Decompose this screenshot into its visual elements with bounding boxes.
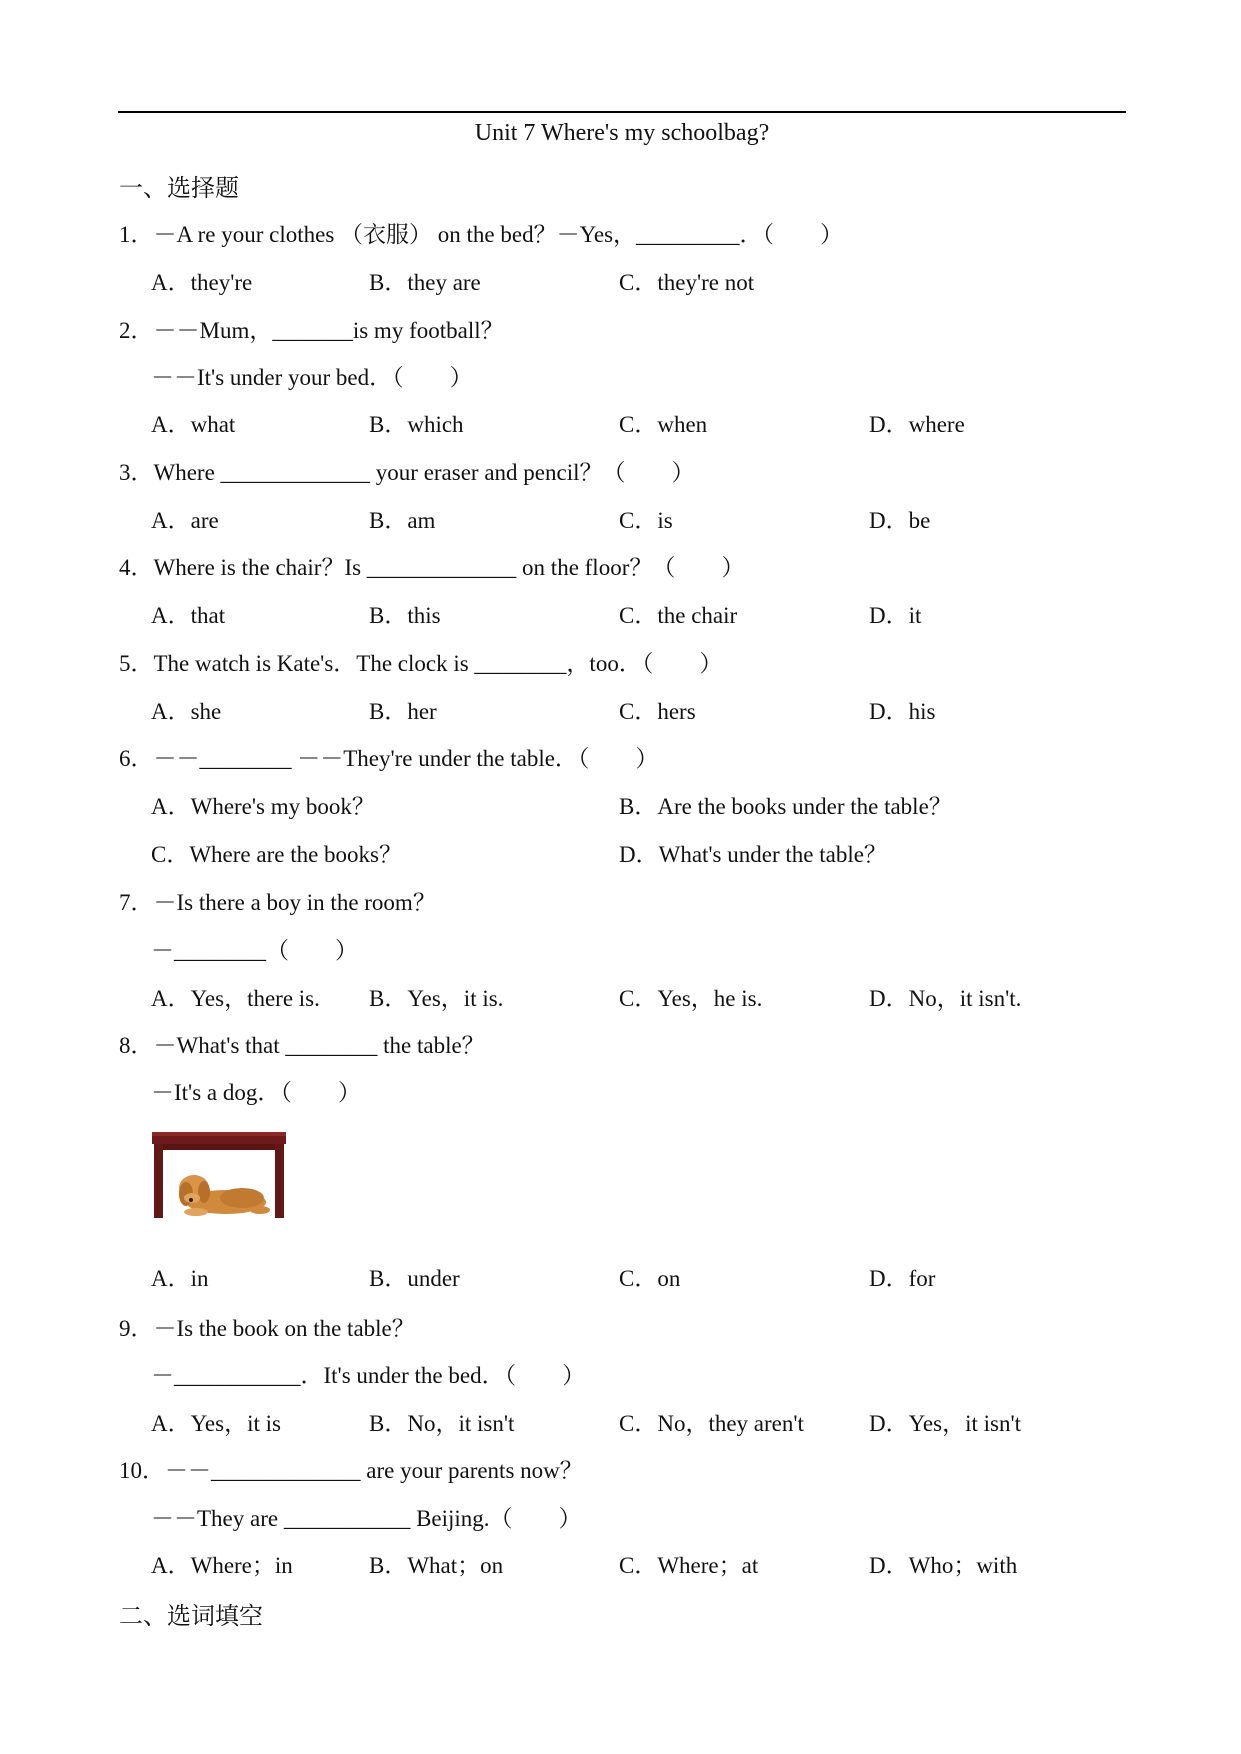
question-1-option-c: C．they're not (619, 270, 755, 295)
question-8-option-d: D．for (869, 1266, 936, 1291)
section-heading-fill-in: 二、选词填空 (119, 1602, 263, 1630)
question-4-option-b: B．this (369, 603, 441, 628)
question-9-option-b: B．No，it isn't (369, 1411, 515, 1436)
question-7-option-c: C．Yes，he is. (619, 986, 763, 1011)
question-9-option-a: A．Yes，it is (151, 1411, 281, 1436)
question-3-option-d: D．be (869, 508, 931, 533)
question-7-stem: 7．－Is there a boy in the room？ (119, 890, 436, 915)
question-9-response: －___________．It's under the bed．（ ） (151, 1363, 586, 1388)
question-5-stem: 5．The watch is Kate's．The clock is ________，too．（ ） (119, 651, 723, 676)
question-2-stem: 2．－－Mum，_______is my football？ (119, 318, 504, 343)
question-9-option-c: C．No，they aren't (619, 1411, 804, 1436)
question-5-option-a: A．she (151, 699, 222, 724)
question-10-option-d: D．Who；with (869, 1553, 1018, 1578)
question-2-option-b: B．which (369, 412, 464, 437)
question-1-option-b: B．they are (369, 270, 481, 295)
question-7-response: －________（ ） (151, 938, 358, 963)
question-10-stem: 10．－－_____________ are your parents now？ (119, 1458, 583, 1483)
question-3-option-a: A．are (151, 508, 219, 533)
question-8-option-a: A．in (151, 1266, 209, 1291)
question-10-option-a: A．Where；in (151, 1553, 293, 1578)
question-10-response: －－They are ___________ Beijing.（ ） (151, 1506, 582, 1531)
header-rule (118, 111, 1126, 113)
question-3-option-b: B．am (369, 508, 436, 533)
page-title: Unit 7 Where's my schoolbag? (474, 120, 770, 146)
question-2-response: －－It's under your bed．（ ） (151, 365, 473, 390)
question-8-option-b: B．under (369, 1266, 460, 1291)
question-4-option-c: C．the chair (619, 603, 738, 628)
question-6-option-d: D．What's under the table？ (619, 842, 887, 867)
question-8-response: －It's a dog．（ ） (151, 1080, 361, 1105)
question-5-option-b: B．her (369, 699, 437, 724)
question-6-option-b: B．Are the books under the table？ (619, 794, 952, 819)
dog-under-table-image (150, 1128, 288, 1220)
question-7-option-d: D．No，it isn't. (869, 986, 1022, 1011)
question-6-stem: 6．－－________ －－They're under the table．（ ） (119, 746, 659, 771)
question-8-stem: 8．－What's that ________ the table？ (119, 1033, 485, 1058)
question-10-option-b: B．What；on (369, 1553, 504, 1578)
question-4-stem: 4．Where is the chair？Is _____________ on the floor？（ ） (119, 555, 745, 580)
question-2-option-a: A．what (151, 412, 236, 437)
question-1-stem: 1．－A re your clothes （衣服） on the bed？－Yes，_________．（ ） (119, 222, 844, 247)
question-2-option-c: C．when (619, 412, 708, 437)
question-5-option-d: D．his (869, 699, 936, 724)
question-4-option-a: A．that (151, 603, 226, 628)
question-5-option-c: C．hers (619, 699, 696, 724)
question-1-option-a: A．they're (151, 270, 253, 295)
question-4-option-d: D．it (869, 603, 922, 628)
question-9-option-d: D．Yes，it isn't (869, 1411, 1021, 1436)
question-3-option-c: C．is (619, 508, 673, 533)
question-9-stem: 9．－Is the book on the table？ (119, 1316, 415, 1341)
question-6-option-c: C．Where are the books？ (151, 842, 403, 867)
question-6-option-a: A．Where's my book？ (151, 794, 375, 819)
question-3-stem: 3．Where _____________ your eraser and pencil？（ ） (119, 460, 695, 485)
section-heading-multiple-choice: 一、选择题 (119, 174, 239, 202)
question-7-option-b: B．Yes，it is. (369, 986, 504, 1011)
question-10-option-c: C．Where；at (619, 1553, 759, 1578)
question-2-option-d: D．where (869, 412, 965, 437)
question-7-option-a: A．Yes，there is. (151, 986, 320, 1011)
question-8-option-c: C．on (619, 1266, 681, 1291)
